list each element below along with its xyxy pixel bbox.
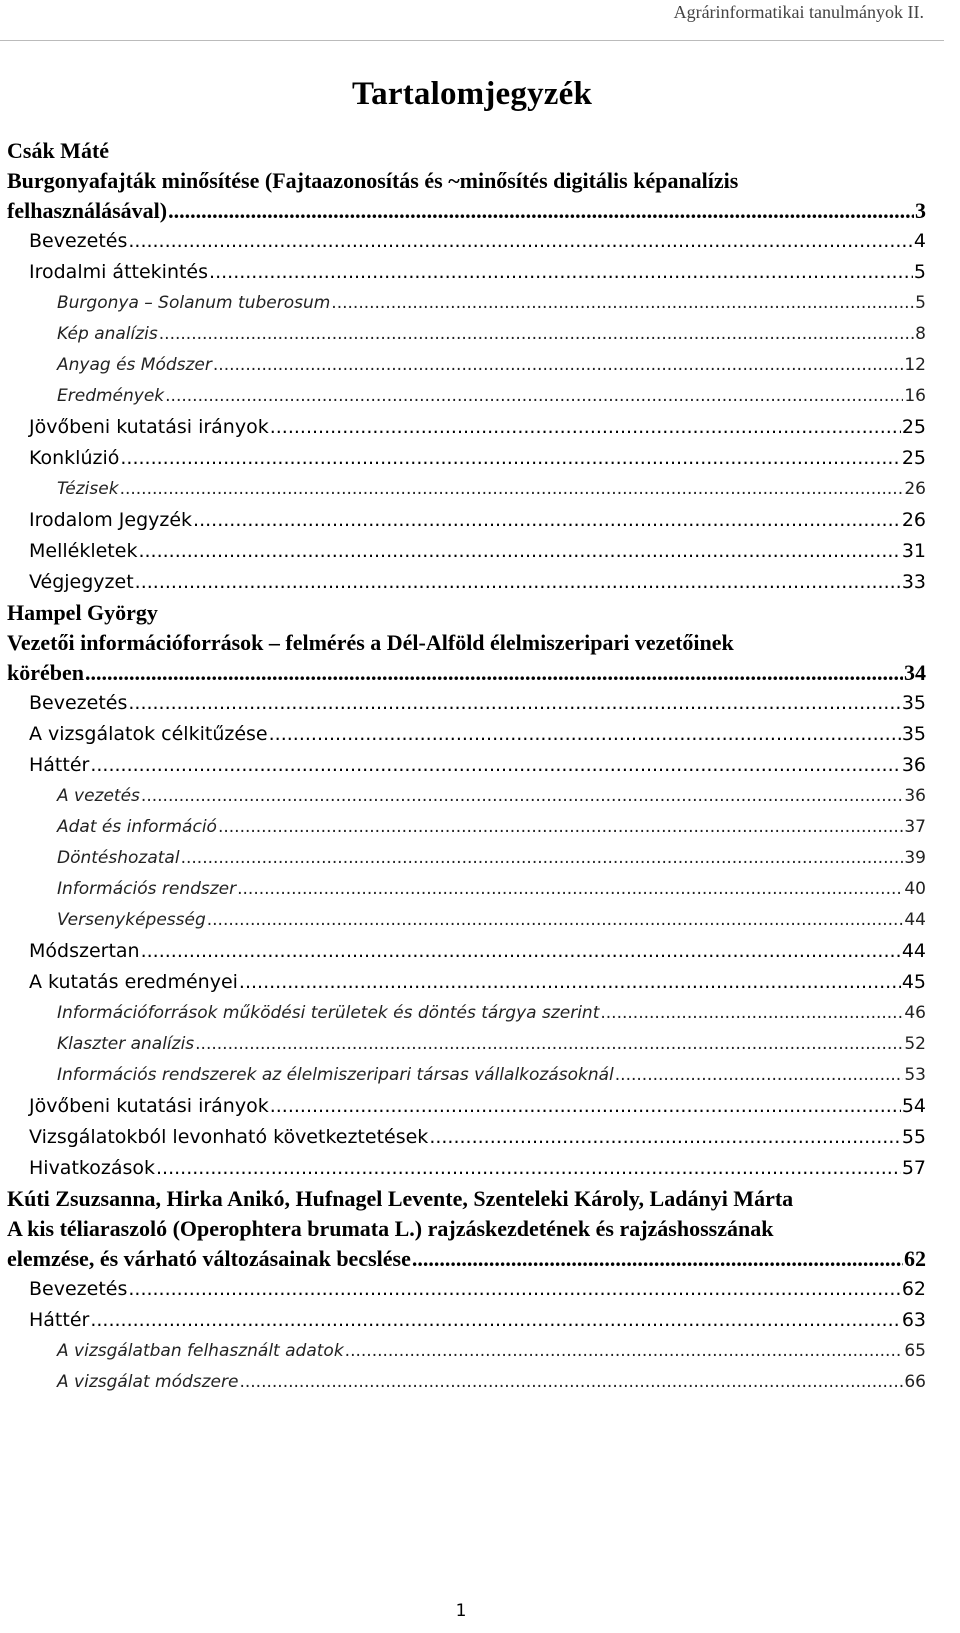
toc-entry-label: Háttér: [29, 754, 90, 776]
dot-leader: [615, 1060, 904, 1091]
toc-entry-label: Bevezetés: [29, 230, 128, 252]
toc-entry[interactable]: [7, 1274, 926, 1305]
toc-entry-label: Információs rendszerek az élelmiszeripari társas vállalkozásoknál: [57, 1065, 614, 1085]
toc-entry[interactable]: [7, 1367, 926, 1398]
dot-leader: [128, 1274, 900, 1305]
toc-page-number: 40: [904, 879, 926, 899]
dot-leader: [120, 474, 904, 505]
toc-entry[interactable]: [7, 288, 926, 319]
dot-leader: [90, 750, 900, 781]
toc-entry[interactable]: [7, 1060, 926, 1091]
dot-leader: [209, 257, 913, 288]
toc-entry[interactable]: [7, 567, 926, 598]
toc-page-number: 34: [904, 660, 926, 685]
toc-page-number: 4: [913, 230, 926, 252]
toc-page-number: 55: [901, 1126, 926, 1148]
toc-page-number: 39: [904, 848, 926, 868]
toc-entry-label: Bevezetés: [29, 692, 128, 714]
dot-leader: [168, 196, 914, 226]
toc-entry[interactable]: [7, 936, 926, 967]
toc-entry-label: A vizsgálat módszere: [57, 1372, 239, 1392]
toc-entry[interactable]: [7, 226, 926, 257]
toc-entry-label: A kutatás eredményei: [29, 971, 238, 993]
dot-leader: [270, 412, 901, 443]
toc-page-number: 44: [904, 910, 926, 930]
dot-leader: [135, 567, 901, 598]
toc-page-number: 5: [913, 261, 926, 283]
toc-page-number: 33: [901, 571, 926, 593]
dot-leader: [345, 1336, 904, 1367]
article-author: Kúti Zsuzsanna, Hirka Anikó, Hufnagel Levente, Szenteleki Károly, Ladányi Márta: [7, 1186, 794, 1211]
toc-entry-label: Eredmények: [57, 386, 165, 406]
dot-leader: [207, 905, 904, 936]
toc-entry[interactable]: [7, 474, 926, 505]
toc-entry-label: Versenyképesség: [57, 910, 206, 930]
toc-entry-label: A vizsgálatban felhasznált adatok: [57, 1341, 344, 1361]
toc-entry[interactable]: [7, 905, 926, 936]
toc-page-number: 62: [901, 1278, 926, 1300]
dot-leader: [193, 505, 901, 536]
toc-page-number: 46: [904, 1003, 926, 1023]
dot-leader: [128, 226, 913, 257]
header-rule: [0, 40, 944, 41]
article-author: Csák Máté: [7, 138, 110, 163]
toc-entry-label: Klaszter analízis: [57, 1034, 195, 1054]
toc-entry[interactable]: [7, 688, 926, 719]
toc-entry[interactable]: [7, 412, 926, 443]
toc-entry-label: Mellékletek: [29, 540, 138, 562]
toc-entry[interactable]: [7, 536, 926, 567]
toc-entry[interactable]: [7, 812, 926, 843]
dot-leader: [138, 536, 900, 567]
article-title-line: Vezetői információforrások – felmérés a Dél-Alföld élelmiszeripari vezetőinek: [7, 630, 734, 655]
toc-entry[interactable]: [7, 843, 926, 874]
toc-page-number: 26: [901, 509, 926, 531]
article-title-last-line: felhasználásával): [7, 198, 168, 223]
toc-entry-label: Bevezetés: [29, 1278, 128, 1300]
toc-page-number: 57: [901, 1157, 926, 1179]
article-author: Hampel György: [7, 600, 158, 625]
dot-leader: [195, 1029, 903, 1060]
toc-entry-label: Irodalmi áttekintés: [29, 261, 209, 283]
toc-entry-label: Irodalom Jegyzék: [29, 509, 193, 531]
toc-page-number: 25: [901, 447, 926, 469]
toc-page-number: 16: [904, 386, 926, 406]
toc-entry[interactable]: [7, 350, 926, 381]
toc-entry-label: Konklúzió: [29, 447, 120, 469]
toc-entry[interactable]: [7, 1122, 926, 1153]
toc-entry[interactable]: [7, 998, 926, 1029]
dot-leader: [85, 658, 903, 688]
toc-entry-label: Vizsgálatokból levonható következtetések: [29, 1126, 429, 1148]
dot-leader: [141, 781, 903, 812]
toc-page-number: 53: [904, 1065, 926, 1085]
dot-leader: [270, 1091, 901, 1122]
toc-entry-label: Módszertan: [29, 940, 140, 962]
dot-leader: [331, 288, 914, 319]
toc-page-number: 35: [901, 723, 926, 745]
toc-entry[interactable]: [7, 1336, 926, 1367]
toc-entry-label: A vizsgálatok célkitűzése: [29, 723, 268, 745]
toc-entry-label: Anyag és Módszer: [57, 355, 212, 375]
toc-page-number: 36: [901, 754, 926, 776]
toc-article: [7, 598, 926, 1184]
toc-entry-label: Jövőbeni kutatási irányok: [29, 1095, 269, 1117]
toc-entry[interactable]: [7, 874, 926, 905]
article-title-line: Burgonyafajták minősítése (Fajtaazonosítás és ~minősítés digitális képanalízis: [7, 168, 739, 193]
toc-entry[interactable]: [7, 719, 926, 750]
toc-entry[interactable]: [7, 443, 926, 474]
toc-entry[interactable]: [7, 505, 926, 536]
article-title-line: A kis téliaraszoló (Operophtera brumata L.) rajzáskezdetének és rajzáshosszának: [7, 1216, 774, 1241]
toc-entry-label: Kép analízis: [57, 324, 158, 344]
running-header: Agrárinformatikai tanulmányok II.: [673, 2, 924, 22]
toc-entry[interactable]: [7, 381, 926, 412]
table-of-contents: [7, 136, 926, 1398]
article-title-last-line: elemzése, és várható változásainak becslése: [7, 1246, 411, 1271]
dot-leader: [159, 319, 914, 350]
dot-leader: [120, 443, 900, 474]
toc-entry-label: Burgonya – Solanum tuberosum: [57, 293, 331, 313]
article-title-entry[interactable]: [7, 658, 926, 688]
toc-entry[interactable]: [7, 781, 926, 812]
dot-leader: [165, 381, 903, 412]
toc-entry-label: Jövőbeni kutatási irányok: [29, 416, 269, 438]
dot-leader: [269, 719, 901, 750]
dot-leader: [239, 967, 901, 998]
dot-leader: [128, 688, 900, 719]
dot-leader: [156, 1153, 901, 1184]
toc-entry-label: Információs rendszer: [57, 879, 237, 899]
toc-article: [7, 136, 926, 598]
toc-entry-label: Információforrások működési területek és döntés tárgya szerint: [57, 1003, 600, 1023]
toc-entry[interactable]: [7, 750, 926, 781]
dot-leader: [213, 350, 903, 381]
toc-page-number: 26: [904, 479, 926, 499]
toc-title: Tartalomjegyzék: [351, 76, 593, 112]
dot-leader: [412, 1244, 903, 1274]
page-number: 1: [455, 1601, 467, 1621]
toc-page-number: 36: [904, 786, 926, 806]
toc-page-number: 37: [904, 817, 926, 837]
toc-article: [7, 1184, 926, 1398]
toc-page-number: 35: [901, 692, 926, 714]
toc-entry-label: Adat és információ: [57, 817, 217, 837]
toc-page-number: 63: [901, 1309, 926, 1331]
article-title-entry[interactable]: [7, 196, 926, 226]
toc-page-number: 8: [915, 324, 926, 344]
dot-leader: [218, 812, 903, 843]
toc-page-number: 5: [915, 293, 926, 313]
dot-leader: [429, 1122, 901, 1153]
toc-page-number: 65: [904, 1341, 926, 1361]
dot-leader: [239, 1367, 903, 1398]
toc-page-number: 44: [901, 940, 926, 962]
toc-entry-label: Tézisek: [57, 479, 119, 499]
toc-entry-label: Végjegyzet: [29, 571, 134, 593]
toc-page-number: 31: [901, 540, 926, 562]
article-title-last-line: körében: [7, 660, 84, 685]
toc-entry[interactable]: [7, 1305, 926, 1336]
toc-entry[interactable]: [7, 1091, 926, 1122]
toc-entry[interactable]: [7, 319, 926, 350]
toc-entry-label: Háttér: [29, 1309, 90, 1331]
toc-entry-label: A vezetés: [57, 786, 140, 806]
toc-entry-label: Hivatkozások: [29, 1157, 155, 1179]
toc-page-number: 3: [915, 198, 926, 223]
dot-leader: [181, 843, 904, 874]
toc-entry-label: Döntéshozatal: [57, 848, 180, 868]
dot-leader: [141, 936, 901, 967]
toc-page-number: 12: [904, 355, 926, 375]
dot-leader: [600, 998, 903, 1029]
toc-page-number: 66: [904, 1372, 926, 1392]
toc-entry[interactable]: [7, 1153, 926, 1184]
toc-entry[interactable]: [7, 1029, 926, 1060]
article-title-entry[interactable]: [7, 1244, 926, 1274]
toc-page-number: 62: [904, 1246, 926, 1271]
toc-page-number: 54: [901, 1095, 926, 1117]
dot-leader: [90, 1305, 900, 1336]
toc-page-number: 25: [901, 416, 926, 438]
toc-entry[interactable]: [7, 257, 926, 288]
toc-page-number: 52: [904, 1034, 926, 1054]
dot-leader: [237, 874, 903, 905]
toc-page-number: 45: [901, 971, 926, 993]
toc-entry[interactable]: [7, 967, 926, 998]
